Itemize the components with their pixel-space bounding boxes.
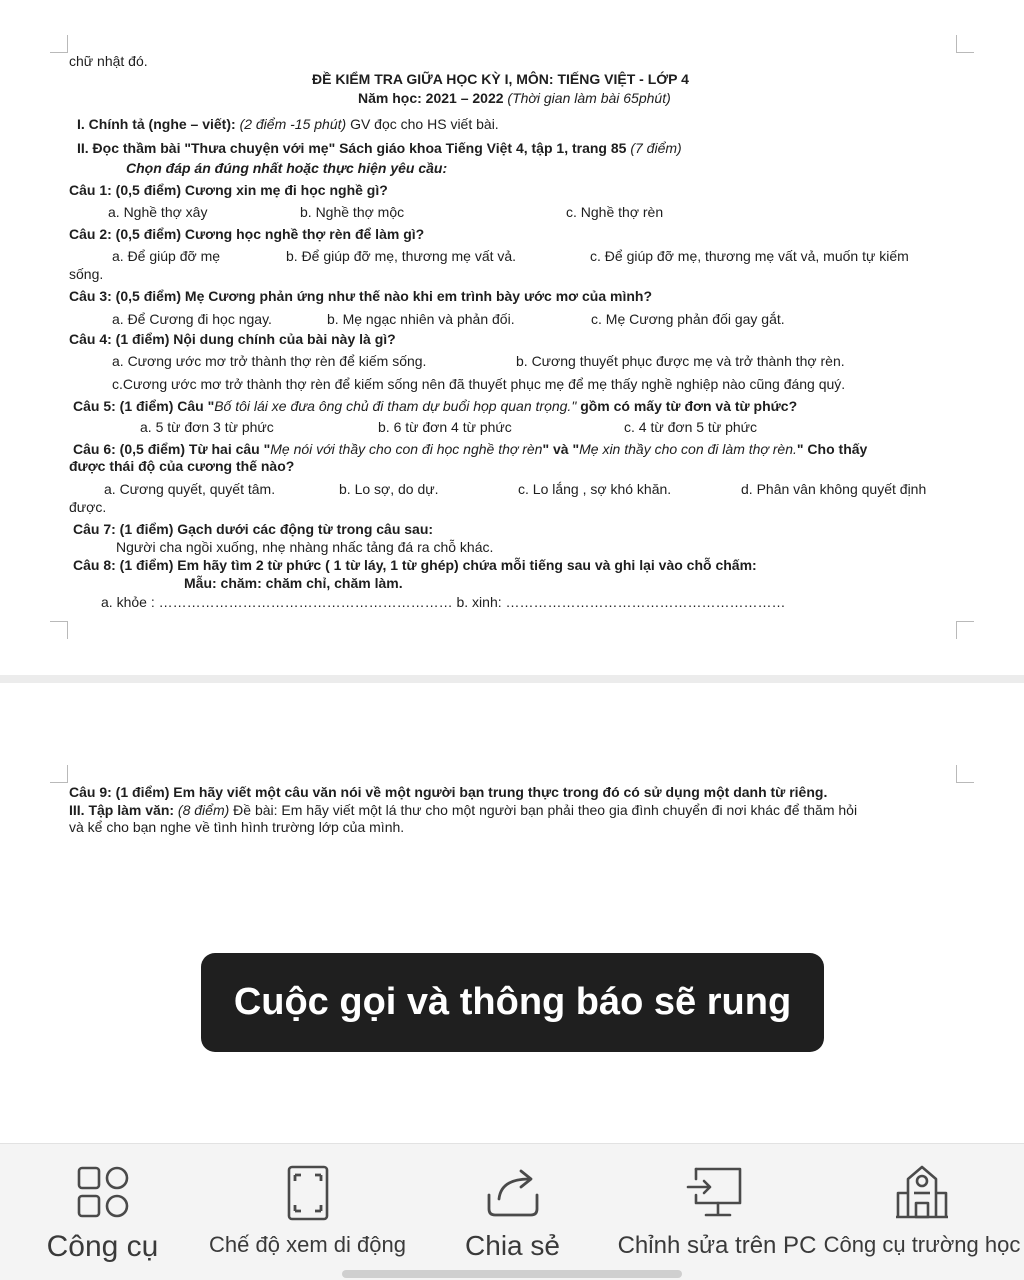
- q8-answer-line: a. khỏe : ……………………………………………………… b. xinh: ……………………………………………………: [101, 594, 786, 610]
- page-corner-mark: [50, 765, 68, 783]
- q6-option-d-continued: được.: [69, 499, 107, 515]
- top-fragment: chữ nhật đó.: [69, 53, 148, 69]
- section-2-label: II. Đọc thầm bài "Thưa chuyện với mẹ" Sách giáo khoa Tiếng Việt 4, tập 1, trang 85: [77, 140, 627, 156]
- share-label: Chia sẻ: [465, 1230, 560, 1261]
- q6-option-a: a. Cương quyết, quyết tâm.: [104, 481, 276, 497]
- question-2: Câu 2: (0,5 điểm) Cương học nghề thợ rèn để làm gì?: [69, 226, 425, 242]
- tools-grid-icon: [74, 1164, 132, 1222]
- q6-option-d: d. Phân vân không quyết định: [741, 481, 927, 497]
- school-tools-label: Công cụ trường học: [823, 1232, 1021, 1257]
- q6-prefix: Câu 6: (0,5 điểm) Từ hai câu ": [73, 441, 271, 457]
- page-separator: [0, 675, 1024, 683]
- section-3: [69, 802, 857, 819]
- question-1: Câu 1: (0,5 điểm) Cương xin mẹ đi học nghề gì?: [69, 182, 388, 198]
- tools-button[interactable]: [30, 1144, 175, 1264]
- q5-quote: Bố tôi lái xe đưa ông chủ đi tham dự buổi họp quan trọng.": [214, 398, 577, 414]
- school-tools-button[interactable]: [822, 1144, 1022, 1264]
- q4-option-c: c.Cương ước mơ trở thành thợ rèn để kiếm sống nên đã thuyết phục mẹ để mẹ thấy nghề nghiệp nào cũng đáng quý.: [112, 376, 846, 392]
- bottom-toolbar: [0, 1143, 1024, 1280]
- q5-option-b: b. 6 từ đơn 4 từ phức: [378, 419, 512, 435]
- q4-option-a: a. Cương ước mơ trở thành thợ rèn để kiếm sống.: [112, 353, 427, 369]
- section-1: [77, 116, 499, 133]
- edit-on-pc-icon: [686, 1164, 748, 1222]
- q2-option-b: b. Để giúp đỡ mẹ, thương mẹ vất vả.: [286, 248, 517, 264]
- section-3-note: (8 điểm): [177, 802, 230, 818]
- section-3-continued: và kể cho bạn nghe về tình hình trường lớp của mình.: [69, 819, 405, 835]
- question-6-continued: được thái độ của cương thế nào?: [69, 458, 295, 474]
- question-9: Câu 9: (1 điểm) Em hãy viết một câu văn nói về một người bạn trung thực trong đó có sử dụng một danh từ riêng.: [69, 784, 828, 800]
- question-5: [73, 398, 797, 415]
- school-year: [358, 90, 671, 107]
- q6-quote-2: Mẹ xin thầy cho con đi làm thợ rèn.: [579, 441, 797, 457]
- page-corner-mark: [956, 765, 974, 783]
- document-page-2: [0, 683, 1024, 1143]
- vibrate-toast: [201, 953, 824, 1052]
- page-corner-mark: [50, 35, 68, 53]
- question-6: [73, 441, 867, 458]
- section-3-text: Đề bài: Em hãy viết một lá thư cho một người bạn phải theo gia đình chuyển đi nơi khác để thăm hỏi: [233, 802, 858, 818]
- q6-option-c: c. Lo lắng , sợ khó khăn.: [518, 481, 672, 497]
- q5-suffix: gồm có mấy từ đơn và từ phức?: [580, 398, 798, 414]
- q6-option-b: b. Lo sợ, do dự.: [339, 481, 439, 497]
- question-3: Câu 3: (0,5 điểm) Mẹ Cương phản ứng như thế nào khi em trình bày ước mơ của mình?: [69, 288, 653, 304]
- q2-option-c-continued: sống.: [69, 266, 104, 282]
- section-3-label: III. Tập làm văn:: [69, 802, 175, 818]
- instruction: Chọn đáp án đúng nhất hoặc thực hiện yêu cầu:: [126, 160, 448, 176]
- edit-on-pc-label: Chỉnh sửa trên PC: [617, 1232, 817, 1259]
- section-1-text: GV đọc cho HS viết bài.: [350, 116, 499, 132]
- section-1-note: (2 điểm -15 phút): [239, 116, 347, 132]
- section-2: [77, 140, 682, 157]
- q3-option-a: a. Để Cương đi học ngay.: [112, 311, 272, 327]
- page-corner-mark: [50, 621, 68, 639]
- school-tools-icon: [894, 1164, 950, 1222]
- section-1-label: I. Chính tả (nghe – viết):: [77, 116, 236, 132]
- q5-option-c: c. 4 từ đơn 5 từ phức: [624, 419, 758, 435]
- section-2-note: (7 điểm): [630, 140, 682, 156]
- question-7: Câu 7: (1 điểm) Gạch dưới các động từ trong câu sau:: [73, 521, 434, 537]
- q3-option-b: b. Mẹ ngạc nhiên và phản đối.: [327, 311, 515, 327]
- home-indicator[interactable]: [342, 1270, 682, 1278]
- mobile-view-button[interactable]: [200, 1144, 415, 1264]
- q6-quote-1: Mẹ nói với thầy cho con đi học nghề thợ rèn: [270, 441, 543, 457]
- q2-option-a: a. Để giúp đỡ mẹ: [112, 248, 221, 264]
- school-year-text: Năm học: 2021 – 2022: [358, 90, 504, 106]
- q5-prefix: Câu 5: (1 điểm) Câu ": [73, 398, 215, 414]
- q6-suffix: " Cho thấy: [796, 441, 868, 457]
- q7-sentence: Người cha ngồi xuống, nhẹ nhàng nhấc tảng đá ra chỗ khác.: [116, 539, 494, 555]
- share-button[interactable]: [445, 1144, 580, 1264]
- q3-option-c: c. Mẹ Cương phản đối gay gắt.: [591, 311, 785, 327]
- share-icon: [483, 1164, 543, 1222]
- toast-text: Cuộc gọi và thông báo sẽ rung: [233, 981, 792, 1023]
- question-8: Câu 8: (1 điểm) Em hãy tìm 2 từ phức ( 1 từ láy, 1 từ ghép) chứa mỗi tiếng sau và ghi lại vào chỗ chấm:: [73, 557, 757, 573]
- q1-option-b: b. Nghề thợ mộc: [300, 204, 405, 220]
- q1-option-a: a. Nghề thợ xây: [108, 204, 208, 220]
- tools-label: Công cụ: [46, 1230, 159, 1263]
- page-corner-mark: [956, 35, 974, 53]
- question-4: Câu 4: (1 điểm) Nội dung chính của bài này là gì?: [69, 331, 396, 347]
- page-corner-mark: [956, 621, 974, 639]
- mobile-view-label: Chế độ xem di động: [209, 1232, 406, 1257]
- q1-option-c: c. Nghề thợ rèn: [566, 204, 664, 220]
- q8-sample: Mẫu: chăm: chăm chỉ, chăm làm.: [184, 575, 403, 591]
- edit-on-pc-button[interactable]: [614, 1144, 820, 1264]
- exam-title: ĐỀ KIỂM TRA GIỮA HỌC KỲ I, MÔN: TIẾNG VIỆT - LỚP 4: [312, 71, 689, 87]
- q4-option-b: b. Cương thuyết phục được mẹ và trở thành thợ rèn.: [516, 353, 845, 369]
- mobile-view-icon: [285, 1164, 331, 1222]
- time-note: (Thời gian làm bài 65phút): [507, 90, 671, 106]
- q2-option-c: c. Để giúp đỡ mẹ, thương mẹ vất vả, muốn tự kiếm: [590, 248, 909, 264]
- q5-option-a: a. 5 từ đơn 3 từ phức: [140, 419, 274, 435]
- q6-mid: " và ": [542, 441, 580, 457]
